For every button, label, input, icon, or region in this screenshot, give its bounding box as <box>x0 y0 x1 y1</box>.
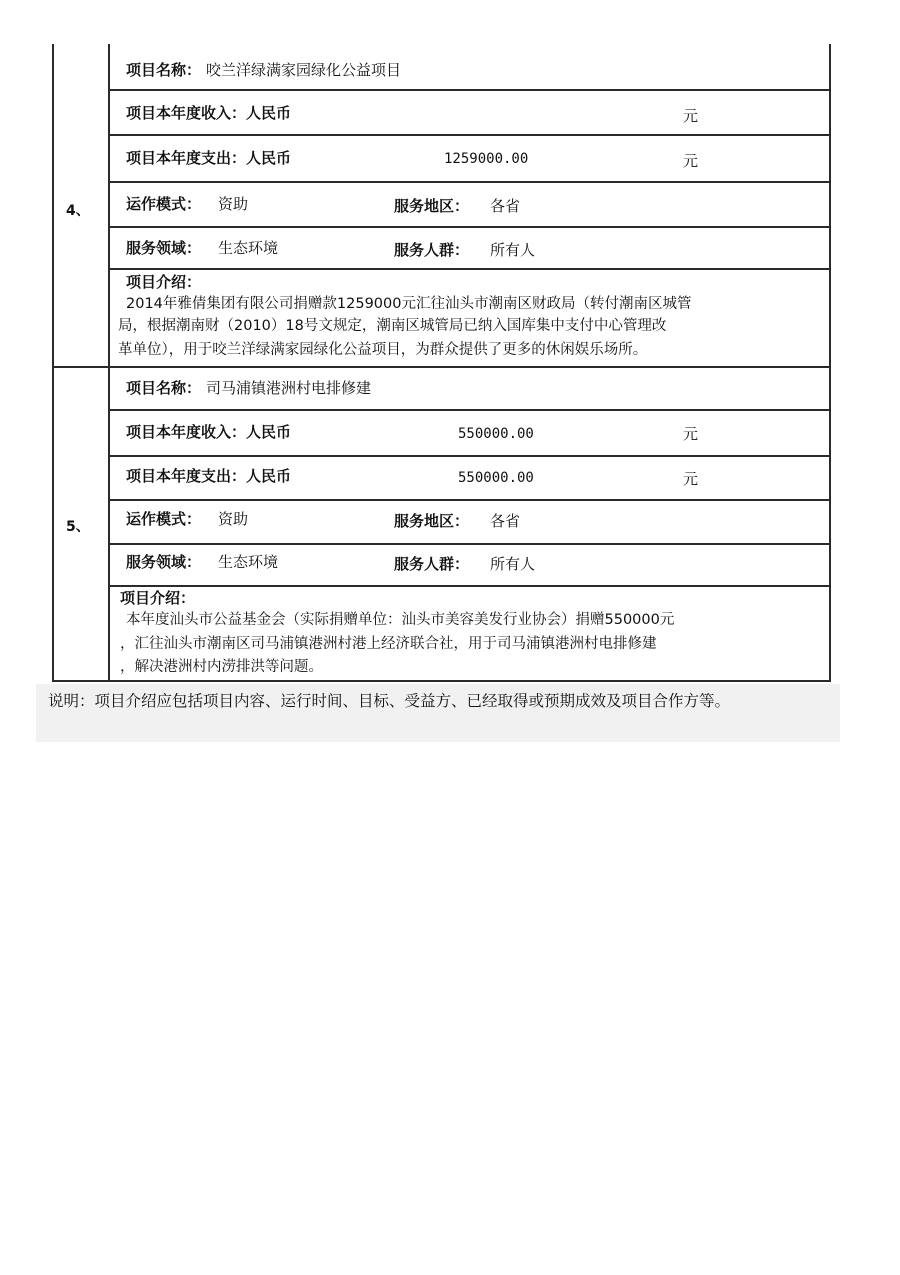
field-value: 生态环境 <box>218 553 279 571</box>
intro-line: 2014年雅倩集团有限公司捐赠款1259000元汇往汕头市潮南区财政局（转付潮南区城管 <box>126 296 692 312</box>
group-value: 所有人 <box>490 555 536 573</box>
region-value: 各省 <box>490 512 521 530</box>
intro-line: 本年度汕头市公益基金会（实际捐赠单位：汕头市美容美发行业协会）捐赠550000元 <box>126 612 675 628</box>
mode-label: 运作模式： <box>126 510 202 528</box>
section-divider <box>52 366 831 368</box>
project-name: 司马浦镇港洲村电排修建 <box>206 379 372 397</box>
table-border-bottom <box>52 680 831 682</box>
income-unit: 元 <box>683 425 699 443</box>
group-label: 服务人群： <box>394 241 470 259</box>
expense-value: 1259000.00 <box>444 151 529 167</box>
intro-line: ，汇往汕头市潮南区司马浦镇港洲村港上经济联合社，用于司马浦镇港洲村电排修建 <box>120 636 657 652</box>
row-line <box>108 226 831 228</box>
field-label: 服务领域： <box>126 239 202 257</box>
intro-line: ，解决港洲村内涝排洪等问题。 <box>120 659 323 675</box>
project-index: 4、 <box>66 203 90 219</box>
mode-value: 资助 <box>218 195 249 213</box>
region-label: 服务地区： <box>394 197 470 215</box>
row-line <box>108 89 831 91</box>
intro-label: 项目介绍： <box>120 589 196 607</box>
project-name: 咬兰洋绿满家园绿化公益项目 <box>206 61 402 79</box>
income-value: 550000.00 <box>458 426 534 442</box>
row-line <box>108 268 831 270</box>
row-line <box>108 134 831 136</box>
footnote: 说明：项目介绍应包括项目内容、运行时间、目标、受益方、已经取得或预期成效及项目合作方等。 <box>48 692 731 710</box>
row-line <box>108 409 831 411</box>
group-label: 服务人群： <box>394 555 470 573</box>
group-value: 所有人 <box>490 241 536 259</box>
field-value: 生态环境 <box>218 239 279 257</box>
intro-line: 局，根据潮南财（2010）18号文规定，潮南区城管局已纳入国库集中支付中心管理改 <box>118 318 667 334</box>
intro-label: 项目介绍： <box>126 273 202 291</box>
row-line <box>108 181 831 183</box>
region-label: 服务地区： <box>394 512 470 530</box>
row-line <box>108 585 831 587</box>
mode-value: 资助 <box>218 510 249 528</box>
income-label: 项目本年度收入：人民币 <box>126 104 292 122</box>
intro-line: 革单位），用于咬兰洋绿满家园绿化公益项目，为群众提供了更多的休闲娱乐场所。 <box>118 342 648 358</box>
income-unit: 元 <box>683 107 699 125</box>
project-name-label: 项目名称： <box>126 379 202 397</box>
table-border-left <box>52 44 54 681</box>
row-line <box>108 543 831 545</box>
project-name-label: 项目名称： <box>126 61 202 79</box>
expense-label: 项目本年度支出：人民币 <box>126 467 292 485</box>
row-line <box>108 455 831 457</box>
project-index: 5、 <box>66 519 90 535</box>
income-label: 项目本年度收入：人民币 <box>126 423 292 441</box>
expense-unit: 元 <box>683 470 699 488</box>
expense-unit: 元 <box>683 152 699 170</box>
mode-label: 运作模式： <box>126 195 202 213</box>
expense-value: 550000.00 <box>458 470 534 486</box>
field-label: 服务领域： <box>126 553 202 571</box>
row-line <box>108 499 831 501</box>
expense-label: 项目本年度支出：人民币 <box>126 149 292 167</box>
region-value: 各省 <box>490 197 521 215</box>
